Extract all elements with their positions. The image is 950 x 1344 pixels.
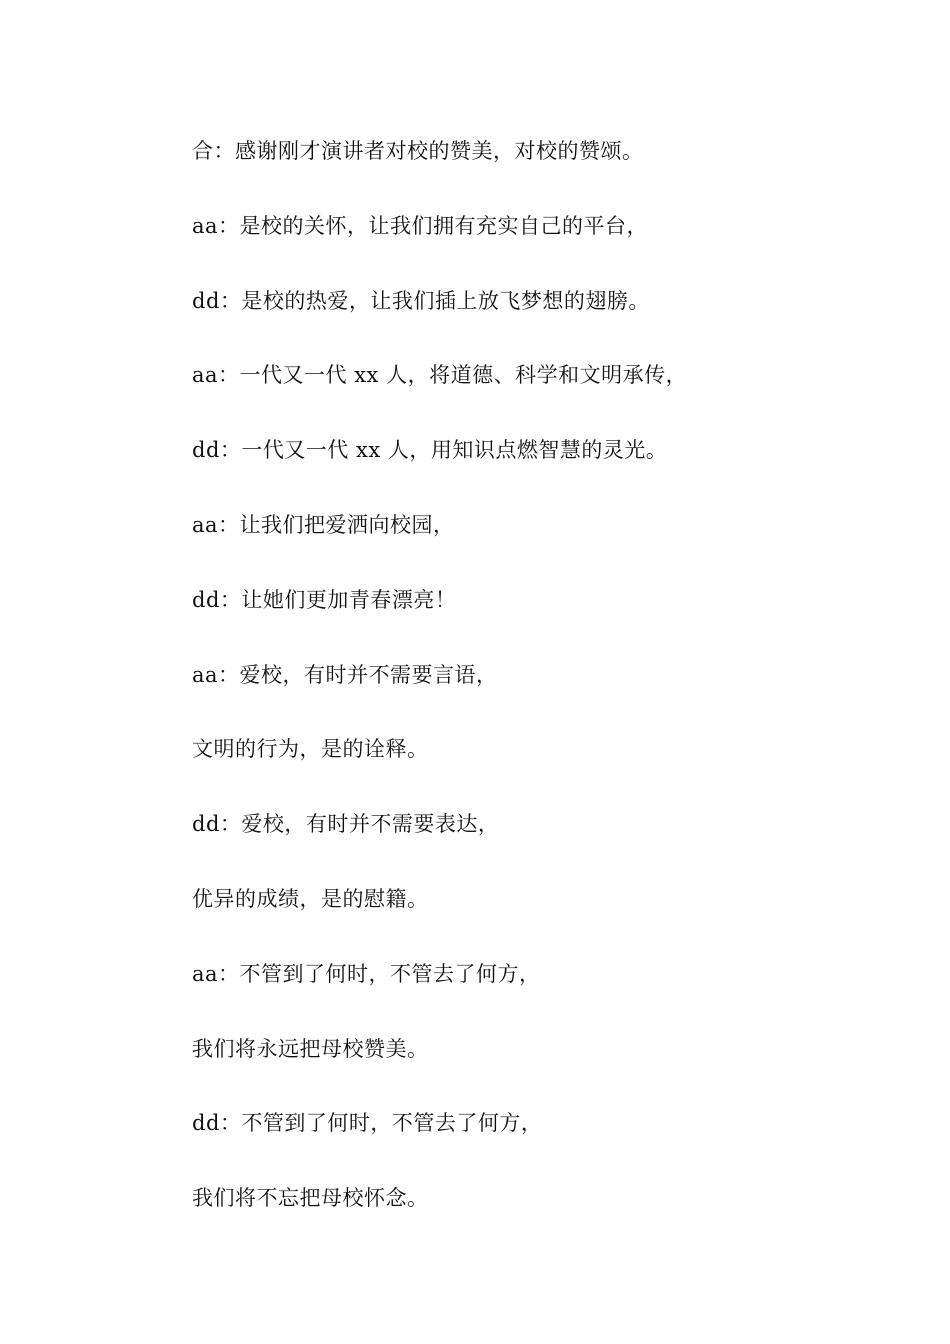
text-line: dd：让她们更加青春漂亮！ <box>192 587 457 612</box>
dialogue-text <box>192 134 812 1256</box>
text-line: dd：一代又一代 xx 人，用知识点燃智慧的灵光。 <box>192 438 668 463</box>
text-line: 文明的行为，是的诠释。 <box>192 737 429 762</box>
text-line: 优异的成绩，是的慰籍。 <box>192 886 429 911</box>
text-line: aa：不管到了何时，不管去了何方， <box>192 961 541 986</box>
text-line: dd：不管到了何时，不管去了何方， <box>192 1111 543 1136</box>
text-line: aa：是校的关怀，让我们拥有充实自己的平台， <box>192 213 649 238</box>
text-line: dd：爱校，有时并不需要表达， <box>192 812 500 837</box>
text-line: 我们将永远把母校赞美。 <box>192 1036 429 1061</box>
text-line: aa：爱校，有时并不需要言语， <box>192 662 498 687</box>
text-line: aa：让我们把爱洒向校园， <box>192 512 455 537</box>
text-line: 我们将不忘把母校怀念。 <box>192 1186 429 1211</box>
text-line: aa：一代又一代 xx 人，将道德、科学和文明承传， <box>192 363 688 388</box>
text-line: 合：感谢刚才演讲者对校的赞美，对校的赞颂。 <box>192 139 644 163</box>
text-line: dd：是校的热爱，让我们插上放飞梦想的翅膀。 <box>192 288 650 313</box>
